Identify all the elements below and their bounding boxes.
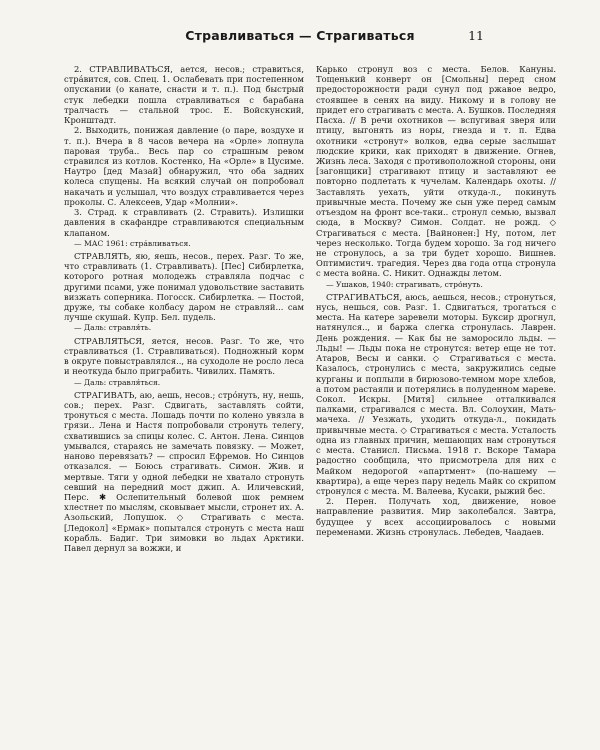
entry-stragivatsya-sense-2: 2. Перен. Получать ход, движение, новое направление развития. Мир заколебался. Завтра, будущее у всех ассоциировалось с новыми переменами. Жизнь стронулась. Лебедев, Чаадаев. [316,496,556,537]
entry-stravlivatsya-sense-3: 3. Страд. к стравливать (2. Стравить). Излишки давления в скафандре стравливаются специальным клапаном. [64,207,304,238]
page-header [0,28,600,48]
left-column [64,64,304,740]
entry-stragivatsya: СТРАГИВАТЬСЯ, аюсь, аешься, несов.; стронуться, нусь, нешься, сов. Разг. 1. Сдвигаться, трогаться с места. На катере заревели моторы. Буксир дрогнул, натянулся.., и баржа слегка стронулась. Лаврен. День рождения. — Как бы не заморосило льды. — Льды! — Льды пока не стронутся: ветер еще не тот. Атаров, Весы и санки. ◇ Страгиваться с места. Казалось, стронулись с места, закружились седые курганы и поплыли в бирюзово-темном море хлебов, а потом растаяли и потерялись в полуденном мареве. Сокол. Искры. [Митя] сильнее отталкивался палками, страгивался с места. Вл. Солоухин, Мать-мачеха. // Уезжать, уходить откуда-л., покидать привычные места. ◇ Страгиваться с места. Усталость одна из главных причин, мешающих нам стронуться с места. Станисл. Письма. 1918 г. Вскоре Тамара радостно сообщила, что присмотрела для них с Майком недорогой «апартмент» (по-нашему — квартира), а еще через пару недель Майк со скрипом стронулся с места. М. Валеева, Кусаки, рыжий бес. [316,291,556,496]
entry-stragivat-continued: Карько стронул воз с места. Белов. Кануны. Тощенький конверт он [Смольны] перед сном предосторожности ради сунул под ржавое ведро, стоявшее в сенях на виду. Никому и в голову не придет его страгивать с места. А. Бушков. Последняя Пасха. // В речи охотников — вспугивая зверя или птицу, выгонять из норы, гнезда и т. п. Едва охотники «стронут» волков, едва серые заслышат людские крики, как приходят в движение. Огнев, Жизнь леса. Заходя с противоположной стороны, они [загонщики] страгивают птицу и заставляют ее повторно подлетать к чучелам. Календарь охоты. // Заставлять уехать, уйти откуда-л., покинуть привычные места. Почему же сын уже перед самым отъездом на фронт все-таки.. стронул семью, вызвал сюда, в Москву? Симон. Солдат. не рожд. ◇ Страгиваться с места. [Вайнонен:] Ну, потом, лет через несколько. Тогда будем хорошо. За год ничего не стронулось, а за три будет хорошо. Вишнев. Оптимистич. трагедия. Через два года отца стронула с места война. С. Никит. Однажды летом. [316,64,556,279]
source-note: — Ушаков, 1940: страгивать, стро́нуть. [326,279,483,289]
entry-stravlyat: СТРАВЛЯТЬ, яю, яешь, несов., перех. Разг. То же, что стравливать (1. Стравливать). [Пес] Сибирлетка, которого ротная молодежь стравляла подчас с другими псами, уже понимал удовольствие заставить визжать соперника. Погосск. Сибирлетка. — Постой, друже, ты собаке колбасу даром не стравляй... сам лучше скушай. Купр. Бел. пудель. [64,250,304,323]
running-title: Стравливаться — Страгиваться [185,28,415,43]
page-number: 11 [468,28,484,43]
entry-stragivat: СТРАГИВАТЬ, аю, аешь, несов.; стрóнуть, ну, нешь, сов.; перех. Разг. Сдвигать, заставлять сойти, тронуться с места. Лошадь почти по колено увязла в грязи.. Лена и Настя попробовали стронуть телегу, схватившись за спицы колес. С. Антон. Лена. Синцов умывался, стараясь не замечать повязку. — Может, наново перевязать? — спросил Ефремов. Но Синцов отказался. — Боюсь страгивать. Симон. Жив. и мертвые. Тяги у одной лебедки не хватало стронуть севший на передний мост джип. А. Иличевский, Перс. ✱ Ослепительный болевой шок ремнем хлестнет по мыслям, сковывает мысли, стронет их. А. Азольский, Лопушок. ◇ Страгивать с места. [Ледокол] «Ермак» попытался стронуть с места наш корабль. Бадиг. Три зимовки во льдах Арктики. Павел дернул за вожжи, и [64,389,304,554]
entry-stravlivatsya-sense-2b: 2. Выходить, понижая давление (о паре, воздухе и т. п.). Вчера в 8 часов вечера на «Орле» лопнула паровая труба.. Весь пар со страшным ревом стравился из котлов. Костенко, На «Орле» в Цусиме. Наутро [дед Мазай] обнаружил, что оба задних колеса спущены. На всякий случай он попробовал накачать и услышал, что воздух стравливается через проколы. С. Алексеев, Удар «Молнии». [64,125,304,207]
entry-stravlivatsya-sense-2: 2. СТРАВЛИВАТЬСЯ, ается, несов.; стравиться, стрáвится, сов. Спец. 1. Ослабевать при постепенном опускании (о канате, снасти и т. п.). Под быстрый стук лебедки пошла стравливаться с барабана тралчасть — стальной трос. Е. Войскунский, Кронштадт. [64,64,304,126]
right-column [316,64,556,740]
source-note: — Даль: стравля́ть. [74,323,152,333]
source-note: — Даль: стравля́ться. [74,377,161,387]
entry-stravlyatsya: СТРАВЛЯТЬСЯ, яется, несов. Разг. То же, что стравливаться (1. Стравливаться). Подножный корм в округе повыстравлялся.., на суходоле не росло леса и неоткуда было приграбить. Чивилих. Память. [64,335,304,377]
source-note: — МАС 1961: стрáвливаться. [74,238,191,248]
